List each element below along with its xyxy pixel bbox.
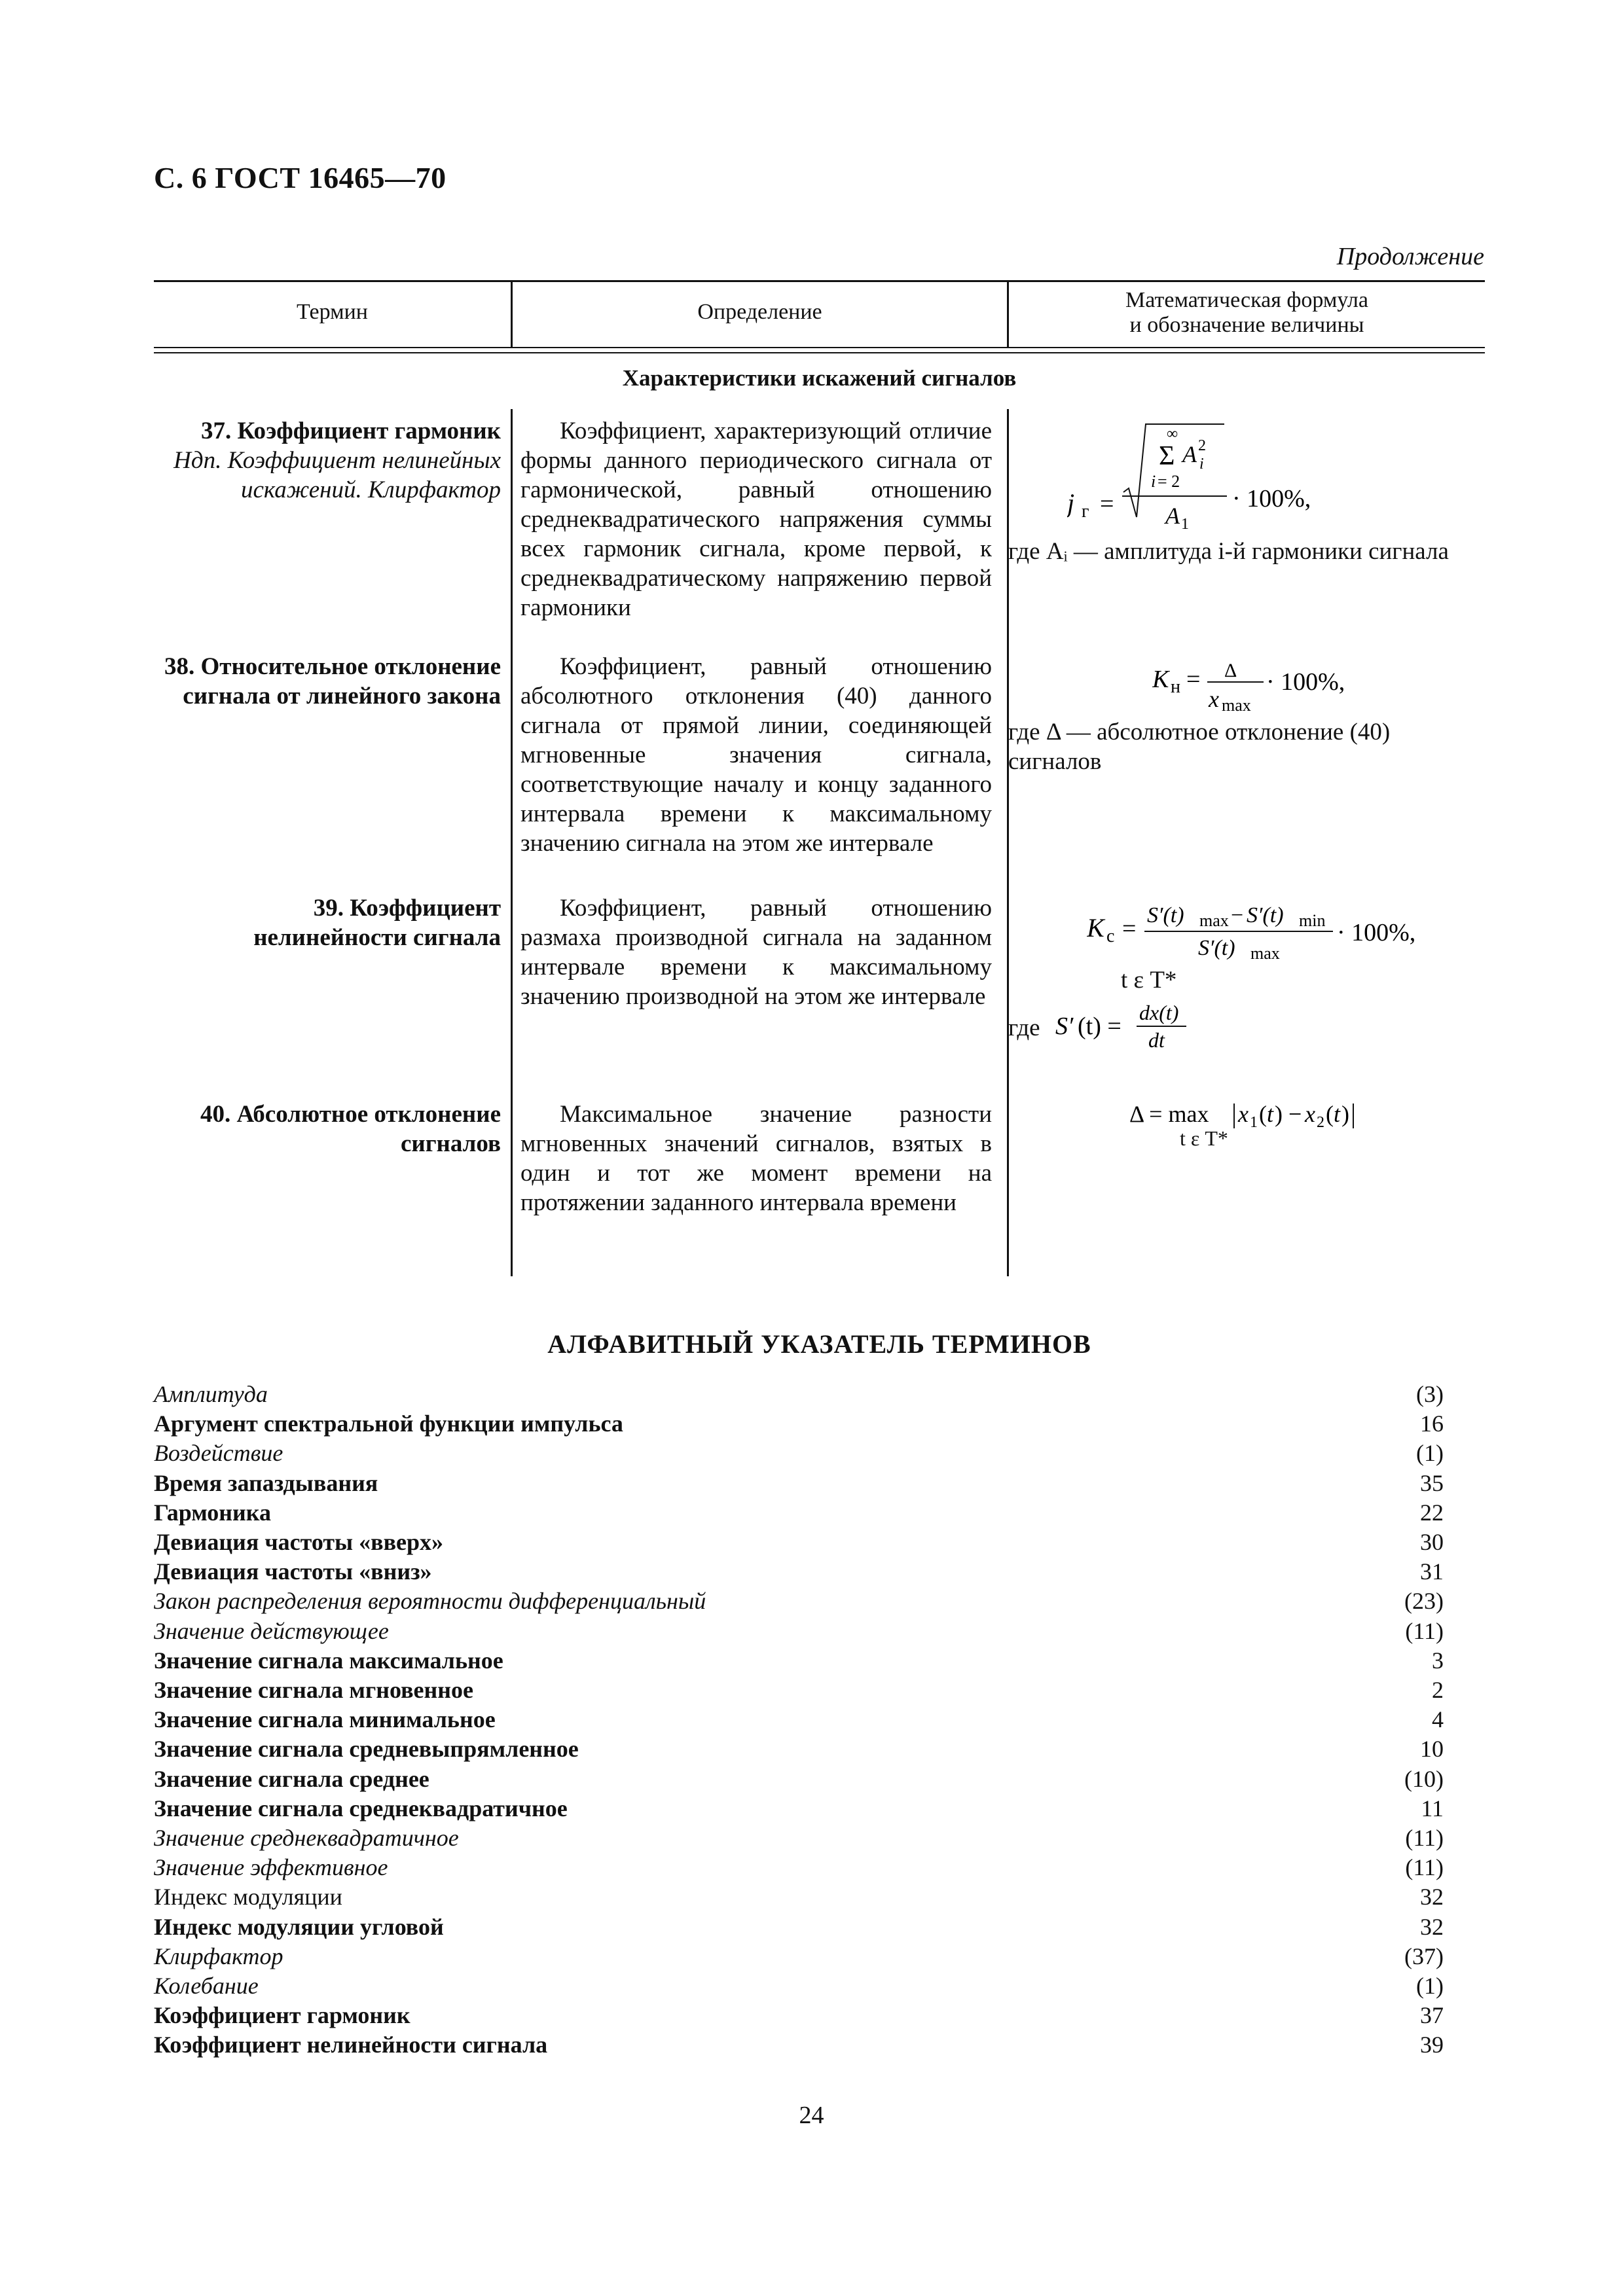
- svg-text:2: 2: [1317, 1114, 1324, 1131]
- page-header: С. 6 ГОСТ 16465—70: [154, 161, 447, 194]
- index-ref: 2: [1432, 1677, 1444, 1703]
- formula-38-note: где Δ — абсолютное отклонение (40) сигналов: [1008, 719, 1391, 775]
- svg-text:S′(t): S′(t): [1147, 903, 1184, 927]
- index-row: [154, 1646, 1444, 1676]
- formula-39-derivative-svg: [1055, 1000, 1213, 1052]
- svg-text:Δ = max: Δ = max: [1129, 1101, 1209, 1127]
- index-term: Клирфактор: [154, 1943, 283, 1969]
- index-term: Колебание: [154, 1973, 259, 1999]
- column-header-formula-line2: и обозначение величины: [1129, 313, 1364, 337]
- term-40-name: 40. Абсолютное отклонение сигналов: [200, 1101, 501, 1157]
- index-term: Значение среднеквадратичное: [154, 1825, 459, 1851]
- column-header-formula: [1009, 288, 1485, 338]
- svg-text:−: −: [1231, 903, 1244, 927]
- definition-37: Коэффициент, характеризующий отличие формы данного периодического сигнала от гармонической, равный отношению среднеквадратического напряжения суммы всех гармоник сигнала, кроме первой, к среднеквадратическому напряжению первой гармоники: [520, 418, 992, 621]
- svg-text:=: =: [1186, 666, 1201, 693]
- svg-text:с: с: [1106, 926, 1115, 946]
- section-title: Характеристики искажений сигналов: [622, 365, 1017, 391]
- index-row: [154, 1912, 1444, 1942]
- svg-text:max: max: [1199, 911, 1229, 930]
- index-ref: (11): [1405, 1825, 1444, 1851]
- column-divider: [511, 409, 513, 1276]
- index-term: Значение сигнала средневыпрямленное: [154, 1736, 579, 1762]
- index-row: [154, 1439, 1444, 1468]
- index-ref: 32: [1420, 1914, 1444, 1940]
- index-ref: 11: [1421, 1795, 1444, 1821]
- svg-text:S′(t): S′(t): [1247, 903, 1284, 927]
- formula-40-condition: t ε T*: [1180, 1126, 1228, 1150]
- column-header-formula-line1: Математическая формула: [1125, 288, 1368, 312]
- index-ref: 22: [1420, 1499, 1444, 1526]
- index-ref: 3: [1432, 1647, 1444, 1674]
- index-term: Значение сигнала минимальное: [154, 1706, 496, 1732]
- svg-text:= 2: = 2: [1158, 472, 1180, 491]
- index-ref: (10): [1404, 1766, 1444, 1792]
- index-row: [154, 1617, 1444, 1646]
- index-ref: (1): [1416, 1440, 1444, 1466]
- index-term: Закон распределения вероятности дифференциальный: [154, 1588, 706, 1614]
- index-term: Индекс модуляции угловой: [154, 1914, 444, 1940]
- term-40: [154, 1100, 501, 1158]
- table-header-rule-2: [154, 352, 1485, 353]
- term-39-name: 39. Коэффициент нелинейности сигнала: [253, 895, 501, 951]
- index-term: Аргумент спектральной функции импульса: [154, 1410, 623, 1437]
- svg-text:(: (: [1326, 1101, 1334, 1127]
- index-row: [154, 1942, 1444, 1971]
- index-row: [154, 1409, 1444, 1439]
- index-term: Значение сигнала среднее: [154, 1766, 429, 1792]
- definition-38: Коэффициент, равный отношению абсолютного отклонения (40) данного сигнала от прямой линии, соединяющей мгновенные значения сигнала, соответствующие началу и концу заданного интервала времени к максимальному значению сигнала на этом же интервале: [520, 653, 992, 857]
- svg-text:н: н: [1171, 677, 1180, 697]
- formula-38: [1008, 655, 1486, 776]
- index-term: Коэффициент нелинейности сигнала: [154, 2032, 548, 2058]
- index-term: Значение сигнала мгновенное: [154, 1677, 473, 1703]
- index-row: [154, 1587, 1444, 1616]
- svg-text:dt: dt: [1148, 1028, 1165, 1052]
- index-ref: (11): [1405, 1854, 1444, 1880]
- svg-text:K: K: [1087, 913, 1104, 942]
- column-divider: [511, 280, 513, 348]
- index-row: [154, 1823, 1444, 1853]
- svg-text:x: x: [1209, 686, 1219, 712]
- definition-40: Максимальное значение разности мгновенных значений сигналов, взятых в один и тот же момент времени на протяжении заданного интервала времени: [520, 1101, 992, 1216]
- formula-37-svg: [1067, 419, 1486, 537]
- svg-text:x: x: [1238, 1101, 1249, 1127]
- index-row: [154, 1557, 1444, 1587]
- svg-text:Δ: Δ: [1224, 660, 1237, 681]
- index-row: [154, 1380, 1444, 1409]
- formula-39-note: где: [1008, 1014, 1040, 1041]
- svg-text:): ): [1341, 1101, 1349, 1127]
- svg-text:2: 2: [1198, 437, 1206, 454]
- continuation-label: Продолжение: [1336, 243, 1484, 270]
- svg-text:K: K: [1152, 666, 1169, 693]
- term-38: [154, 652, 501, 711]
- column-header-term: Термин: [297, 300, 368, 324]
- index-term: Девиация частоты «вверх»: [154, 1529, 444, 1555]
- index-term: Амплитуда: [154, 1381, 268, 1407]
- index-row: [154, 1498, 1444, 1528]
- index-ref: (37): [1404, 1943, 1444, 1969]
- svg-text:S′: S′: [1055, 1013, 1074, 1040]
- svg-text:· 100%,: · 100%,: [1266, 668, 1345, 696]
- index-term: Значение действующее: [154, 1618, 389, 1644]
- index-row: [154, 1971, 1444, 2001]
- term-37-name: 37. Коэффициент гармоник: [200, 418, 501, 444]
- column-divider: [1007, 280, 1009, 348]
- term-39: [154, 893, 501, 952]
- definition-39: Коэффициент, равный отношению размаха производной сигнала на заданном интервале времени к максимальному значению производной на этом же интервале: [520, 895, 992, 1010]
- svg-text:A: A: [1182, 441, 1197, 467]
- table-header-rule-1: [154, 347, 1485, 348]
- index-ref: 39: [1420, 2032, 1444, 2058]
- formula-38-svg: [1152, 655, 1571, 717]
- index-ref: (3): [1416, 1381, 1444, 1407]
- page-number: 24: [799, 2102, 824, 2129]
- svg-text:j: j: [1067, 488, 1075, 518]
- term-37: [154, 416, 501, 505]
- index-ref: 16: [1420, 1410, 1444, 1437]
- svg-text:1: 1: [1181, 516, 1189, 533]
- column-header-definition: Определение: [697, 300, 822, 324]
- index-row: [154, 1676, 1444, 1705]
- svg-text:1: 1: [1250, 1114, 1258, 1131]
- formula-39-derivative: [1008, 1001, 1486, 1052]
- index-term: Индекс модуляции: [154, 1884, 342, 1910]
- index-ref: 31: [1420, 1558, 1444, 1585]
- svg-text:=: =: [1100, 490, 1114, 518]
- index-ref: 10: [1420, 1736, 1444, 1762]
- index-term: Время запаздывания: [154, 1470, 378, 1496]
- svg-text:t: t: [1267, 1101, 1274, 1127]
- index-ref: (23): [1404, 1588, 1444, 1614]
- index-term: Значение сигнала среднеквадратичное: [154, 1795, 568, 1821]
- svg-text:i: i: [1199, 456, 1204, 473]
- index-term: Воздействие: [154, 1440, 283, 1466]
- index-row: [154, 1705, 1444, 1734]
- index-row: [154, 1528, 1444, 1557]
- svg-text:S′(t): S′(t): [1198, 936, 1235, 960]
- svg-text:=: =: [1122, 915, 1137, 942]
- index-ref: 35: [1420, 1470, 1444, 1496]
- term-38-name: 38. Относительное отклонение сигнала от линейного закона: [164, 653, 501, 709]
- index-term: Значение эффективное: [154, 1854, 388, 1880]
- index-ref: 4: [1432, 1706, 1444, 1732]
- index-row: [154, 1734, 1444, 1764]
- index-row: [154, 1765, 1444, 1794]
- formula-39-condition: t ε T*: [1121, 967, 1177, 994]
- svg-text:t: t: [1334, 1101, 1341, 1127]
- svg-text:min: min: [1299, 911, 1326, 930]
- svg-text:max: max: [1250, 944, 1280, 963]
- index-ref: (1): [1416, 1973, 1444, 1999]
- term-37-synonyms: Ндп. Коэффициент нелинейных искажений. Клирфактор: [173, 447, 501, 503]
- formula-37-note: где Aᵢ — амплитуда i-й гармоники сигнала: [1008, 538, 1449, 565]
- index-row: [154, 2030, 1444, 2060]
- index-row: [154, 1794, 1444, 1823]
- svg-text:· 100%,: · 100%,: [1232, 485, 1311, 512]
- formula-39: [1008, 900, 1486, 1050]
- index-ref: 32: [1420, 1884, 1444, 1910]
- table-top-rule: [154, 280, 1485, 282]
- index-title: АЛФАВИТНЫЙ УКАЗАТЕЛЬ ТЕРМИНОВ: [547, 1329, 1091, 1359]
- svg-text:max: max: [1222, 696, 1251, 715]
- formula-40: [1008, 1094, 1486, 1149]
- index-row: [154, 2001, 1444, 2030]
- svg-text:dx(t): dx(t): [1139, 1001, 1179, 1024]
- svg-text:Σ: Σ: [1159, 441, 1175, 471]
- svg-text:г: г: [1082, 501, 1089, 522]
- svg-text:) −: ) −: [1275, 1101, 1302, 1127]
- index-ref: 30: [1420, 1529, 1444, 1555]
- formula-39-svg: [1087, 900, 1545, 965]
- svg-text:(: (: [1259, 1101, 1267, 1127]
- index-term: Гармоника: [154, 1499, 271, 1526]
- index-term: Девиация частоты «вниз»: [154, 1558, 432, 1585]
- index-ref: 37: [1420, 2002, 1444, 2028]
- formula-37: [1008, 419, 1486, 566]
- index-term: Значение сигнала максимальное: [154, 1647, 503, 1674]
- svg-text:A: A: [1165, 503, 1180, 529]
- svg-text:· 100%,: · 100%,: [1337, 919, 1416, 946]
- index-row: [154, 1882, 1444, 1912]
- svg-text:(t) =: (t) =: [1078, 1013, 1122, 1040]
- index-ref: (11): [1405, 1618, 1444, 1644]
- svg-text:∞: ∞: [1167, 425, 1178, 442]
- index-term: Коэффициент гармоник: [154, 2002, 410, 2028]
- index-row: [154, 1853, 1444, 1882]
- svg-text:x: x: [1305, 1101, 1315, 1127]
- svg-text:i: i: [1151, 472, 1156, 491]
- index-row: [154, 1469, 1444, 1498]
